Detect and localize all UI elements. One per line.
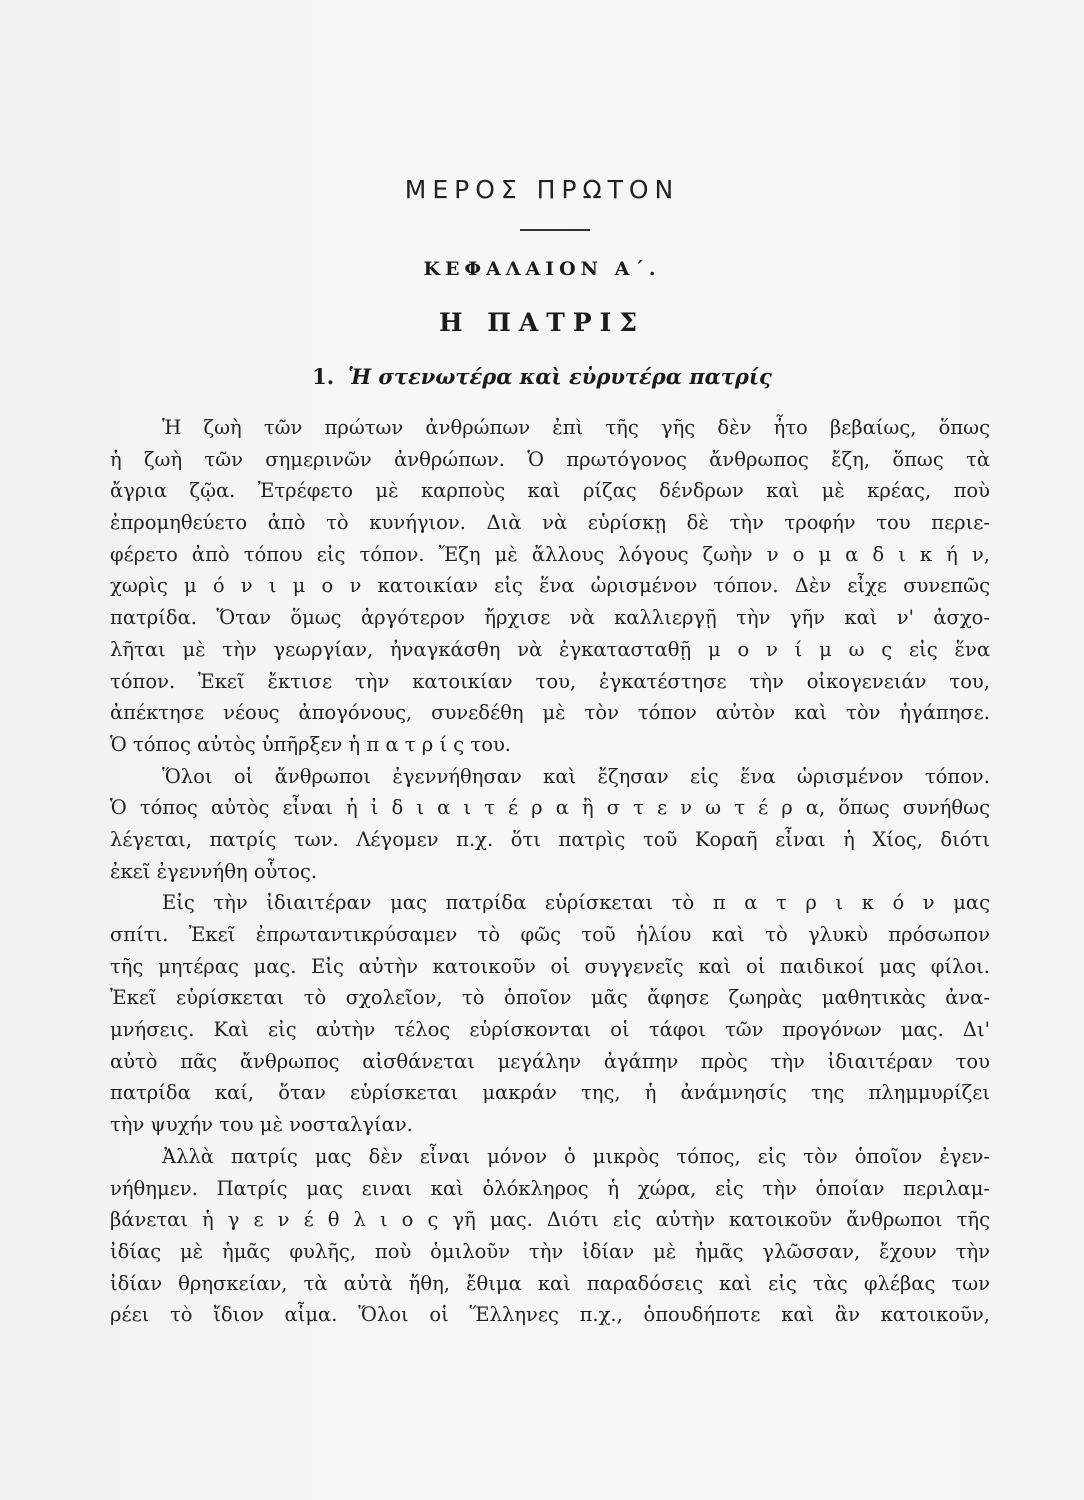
text-line: Ἀλλὰ πατρίς μας δὲν εἶναι μόνον ὁ μικρὸς τόπος, εἰς τὸν ὁποῖον ἐγεν- (162, 1144, 990, 1168)
section-heading (0, 364, 1084, 389)
text-line: ἐπρομηθεύετο ἀπὸ τὸ κυνήγιον. Διὰ νὰ εὑρίσκῃ δὲ τὴν τροφήν του περιε- (110, 511, 990, 535)
text-line: νήθημεν. Πατρίς μας ειναι καὶ ὁλόκληρος ἡ χώρα, εἰς τὴν ὁποίαν περιλαμ- (110, 1176, 990, 1200)
text-line: ἀπέκτησε νέους ἀπογόνους, συνεδέθη μὲ τὸν τόπον αὐτὸν καὶ τὸν ἠγάπησε. (110, 701, 990, 725)
section-number: 1. (312, 364, 335, 389)
text-line: μνήσεις. Καὶ εἰς αὐτὴν τέλος εὑρίσκονται οἱ τάφοι τῶν προγόνων μας. Δι' (110, 1018, 990, 1042)
text-line: χωρὶς μ ό ν ι μ ο ν κατοικίαν εἰς ἕνα ὡρισμένον τόπον. Δὲν εἶχε συνεπῶς (110, 574, 990, 598)
title-divider (520, 229, 590, 231)
text-line: ἄγρια ζῷα. Ἐτρέφετο μὲ καρποὺς καὶ ρίζας δένδρων καὶ μὲ κρέας, ποὺ (110, 479, 990, 503)
text-line: τόπον. Ἐκεῖ ἔκτισε τὴν κατοικίαν του, ἐγκατέστησε τὴν οἰκογενειάν του, (110, 669, 990, 693)
text-line: Εἰς τὴν ἰδιαιτέραν μας πατρίδα εὑρίσκεται τὸ π α τ ρ ι κ ό ν μας (162, 891, 990, 915)
text-line: βάνεται ἡ γ ε ν έ θ λ ι ο ς γῆ μας. Διότι εἰς αὐτὴν κατοικοῦν ἄνθρωποι τῆς (110, 1208, 990, 1232)
text-line: ἡ ζωὴ τῶν σημερινῶν ἀνθρώπων. Ὁ πρωτόγονος ἄνθρωπος ἔζη, ὅπως τὰ (110, 447, 990, 471)
text-line: πατρίδα. Ὅταν ὅμως ἀργότερον ἤρχισε νὰ καλλιεργῇ τὴν γῆν καὶ ν' ἀσχο- (110, 606, 990, 630)
chapter-heading: ΚΕΦΑΛΑΙΟΝ Α΄. (423, 258, 661, 280)
text-line: Ὁ τόπος αὐτὸς ὑπῆρξεν ἡ π α τ ρ ί ς του. (110, 732, 511, 756)
text-line: τῆς μητέρας μας. Εἰς αὐτὴν κατοικοῦν οἱ συγγενεῖς καὶ οἱ παιδικοί μας φίλοι. (110, 954, 990, 978)
text-line: ἰδίας μὲ ἡμᾶς φυλῆς, ποὺ ὁμιλοῦν τὴν ἰδίαν μὲ ἡμᾶς γλῶσσαν, ἔχουν τὴν (110, 1239, 990, 1263)
text-line: σπίτι. Ἐκεῖ ἐπρωταντικρύσαμεν τὸ φῶς τοῦ ἡλίου καὶ τὸ γλυκὺ πρόσωπον (110, 923, 990, 946)
text-line: Ἐκεῖ εὑρίσκεται τὸ σχολεῖον, τὸ ὁποῖον μᾶς ἄφησε ζωηρὰς μαθητικὰς ἀνα- (110, 986, 990, 1010)
text-line: ἰδίαν θρησκείαν, τὰ αὐτὰ ἤθη, ἔθιμα καὶ παραδόσεις καὶ εἰς τὰς φλέβας των (110, 1271, 990, 1295)
text-line: ἐκεῖ ἐγεννήθη οὗτος. (110, 859, 318, 883)
text-line: Ὅλοι οἱ ἄνθρωποι ἐγεννήθησαν καὶ ἔζησαν εἰς ἕνα ὡρισμένον τόπον. (162, 764, 990, 788)
text-line: φέρετο ἀπὸ τόπου εἰς τόπον. Ἔζη μὲ ἄλλους λόγους ζωὴν ν ο μ α δ ι κ ή ν, (110, 542, 990, 566)
text-line: αὐτὸ πᾶς ἄνθρωπος αἰσθάνεται μεγάλην ἀγάπην πρὸς τὴν ἰδιαιτέραν του (110, 1049, 990, 1073)
body-text (110, 412, 990, 1331)
text-line: λῆται μὲ τὴν γεωργίαν, ἠναγκάσθη νὰ ἐγκατασταθῇ μ ο ν ί μ ω ς εἰς ἕνα (110, 637, 990, 661)
text-line: τὴν ψυχήν του μὲ νοσταλγίαν. (110, 1113, 413, 1137)
text-line: πατρίδα καί, ὅταν εὑρίσκεται μακράν της, ἡ ἀνάμνησίς της πλημμυρίζει (110, 1081, 990, 1105)
text-line: λέγεται, πατρίς των. Λέγομεν π.χ. ὅτι πατρὶς τοῦ Κοραῆ εἶναι ἡ Χίος, διότι (110, 827, 990, 851)
text-line: ρέει τὸ ἴδιον αἷμα. Ὅλοι οἱ Ἕλληνες π.χ., ὁπουδήποτε καὶ ἂν κατοικοῦν, (110, 1303, 990, 1327)
part-title: ΜΕΡΟΣ ΠΡΩΤΟΝ (404, 175, 680, 204)
chapter-title: Η ΠΑΤΡΙΣ (438, 308, 646, 337)
text-line: Ὁ τόπος αὐτὸς εἶναι ἡ ἰ δ ι α ι τ έ ρ α ἢ σ τ ε ν ω τ έ ρ α, ὅπως συνήθως (110, 796, 990, 820)
section-title: Ἡ στενωτέρα καὶ εὐρυτέρα πατρίς (348, 364, 772, 389)
text-line: Ἡ ζωὴ τῶν πρώτων ἀνθρώπων ἐπὶ τῆς γῆς δὲν ἦτο βεβαίως, ὅπως (162, 416, 990, 439)
